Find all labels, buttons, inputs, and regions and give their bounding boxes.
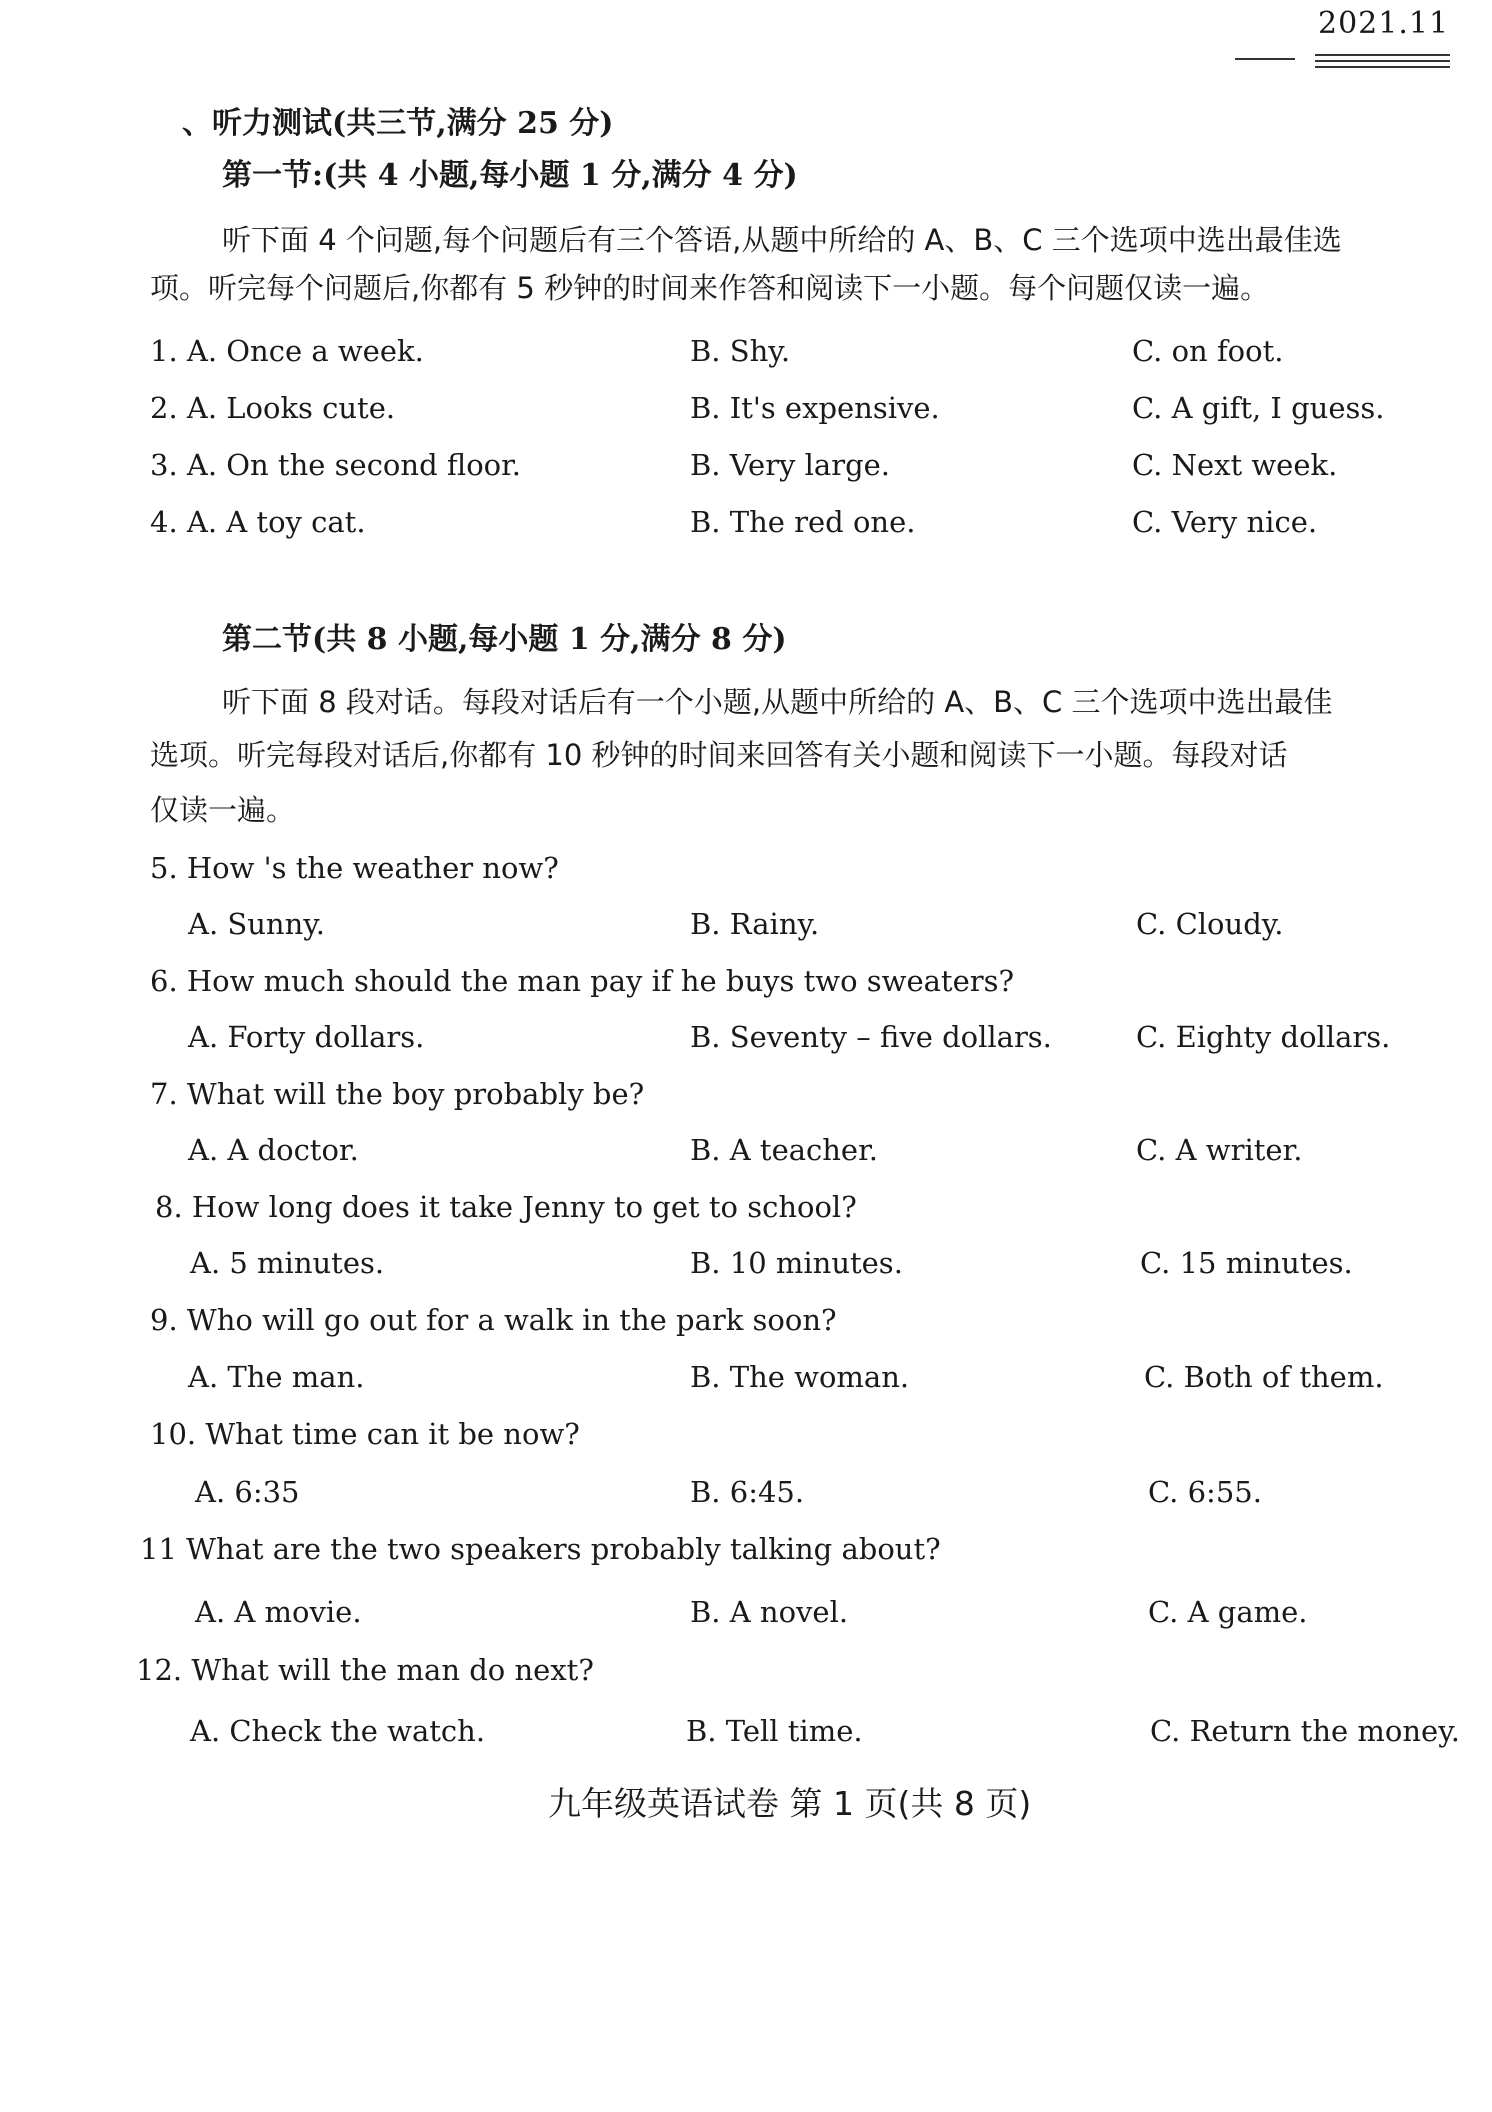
q1-option-b: B. Shy. xyxy=(690,334,791,368)
header-rule-left xyxy=(1235,58,1295,60)
q9-option-a: A. The man. xyxy=(188,1360,365,1394)
q6-option-a: A. Forty dollars. xyxy=(188,1020,425,1054)
q1-option-c: C. on foot. xyxy=(1132,334,1284,368)
q3-option-c: C. Next week. xyxy=(1132,448,1338,482)
q2-option-b: B. It's expensive. xyxy=(690,391,940,425)
section2-instruction-line2: 选项。听完每段对话后,你都有 10 秒钟的时间来回答有关小题和阅读下一小题。每段对话 xyxy=(150,738,1288,772)
q2-option-c: C. A gift, I guess. xyxy=(1132,391,1385,425)
q5-stem: 5. How 's the weather now? xyxy=(150,851,559,885)
q2-option-a: 2. A. Looks cute. xyxy=(150,391,396,425)
q10-option-a: A. 6:35 xyxy=(195,1475,300,1509)
q12-option-c: C. Return the money. xyxy=(1150,1714,1460,1748)
section1-instruction-line2: 项。听完每个问题后,你都有 5 秒钟的时间来作答和阅读下一小题。每个问题仅读一遍。 xyxy=(150,271,1270,305)
q7-stem: 7. What will the boy probably be? xyxy=(150,1077,645,1111)
q9-option-c: C. Both of them. xyxy=(1144,1360,1384,1394)
q11-option-a: A. A movie. xyxy=(195,1595,362,1629)
q6-stem: 6. How much should the man pay if he buys two sweaters? xyxy=(150,964,1015,998)
q1-option-a: 1. A. Once a week. xyxy=(150,334,424,368)
q12-option-a: A. Check the watch. xyxy=(190,1714,486,1748)
q5-option-b: B. Rainy. xyxy=(690,907,820,941)
q9-stem: 9. Who will go out for a walk in the park soon? xyxy=(150,1303,837,1337)
header-rule-right-3 xyxy=(1315,66,1450,68)
q7-option-c: C. A writer. xyxy=(1136,1133,1303,1167)
q9-option-b: B. The woman. xyxy=(690,1360,910,1394)
q10-option-c: C. 6:55. xyxy=(1148,1475,1262,1509)
q6-option-c: C. Eighty dollars. xyxy=(1136,1020,1391,1054)
header-rule-right-2 xyxy=(1315,60,1450,62)
q8-option-a: A. 5 minutes. xyxy=(190,1246,385,1280)
q6-option-b: B. Seventy – five dollars. xyxy=(690,1020,1052,1054)
section1-instruction-line1: 听下面 4 个问题,每个问题后有三个答语,从题中所给的 A、B、C 三个选项中选出最佳选 xyxy=(222,223,1342,257)
q11-option-b: B. A novel. xyxy=(690,1595,849,1629)
q3-option-b: B. Very large. xyxy=(690,448,891,482)
section2-title: 第二节(共 8 小题,每小题 1 分,满分 8 分) xyxy=(222,622,787,657)
header-rule-right-1 xyxy=(1315,54,1450,56)
q4-option-c: C. Very nice. xyxy=(1132,505,1318,539)
q11-option-c: C. A game. xyxy=(1148,1595,1308,1629)
section2-instruction-line3: 仅读一遍。 xyxy=(150,793,296,827)
q5-option-a: A. Sunny. xyxy=(188,907,326,941)
q7-option-a: A. A doctor. xyxy=(188,1133,359,1167)
q7-option-b: B. A teacher. xyxy=(690,1133,878,1167)
q12-option-b: B. Tell time. xyxy=(686,1714,863,1748)
section1-title: 第一节:(共 4 小题,每小题 1 分,满分 4 分) xyxy=(222,158,798,193)
q8-option-c: C. 15 minutes. xyxy=(1140,1246,1353,1280)
q12-stem: 12. What will the man do next? xyxy=(136,1653,594,1687)
page-footer: 九年级英语试卷 第 1 页(共 8 页) xyxy=(548,1784,1032,1823)
part-title: 、听力测试(共三节,满分 25 分) xyxy=(182,106,614,141)
q11-stem: 11 What are the two speakers probably talking about? xyxy=(140,1532,941,1566)
exam-date: 2021.11 xyxy=(1318,6,1450,41)
q4-option-a: 4. A. A toy cat. xyxy=(150,505,366,539)
q8-option-b: B. 10 minutes. xyxy=(690,1246,903,1280)
q5-option-c: C. Cloudy. xyxy=(1136,907,1284,941)
q4-option-b: B. The red one. xyxy=(690,505,916,539)
q3-option-a: 3. A. On the second floor. xyxy=(150,448,522,482)
q10-stem: 10. What time can it be now? xyxy=(150,1417,580,1451)
section2-instruction-line1: 听下面 8 段对话。每段对话后有一个小题,从题中所给的 A、B、C 三个选项中选出最佳 xyxy=(222,685,1333,719)
q8-stem: 8. How long does it take Jenny to get to school? xyxy=(155,1190,857,1224)
q10-option-b: B. 6:45. xyxy=(690,1475,805,1509)
